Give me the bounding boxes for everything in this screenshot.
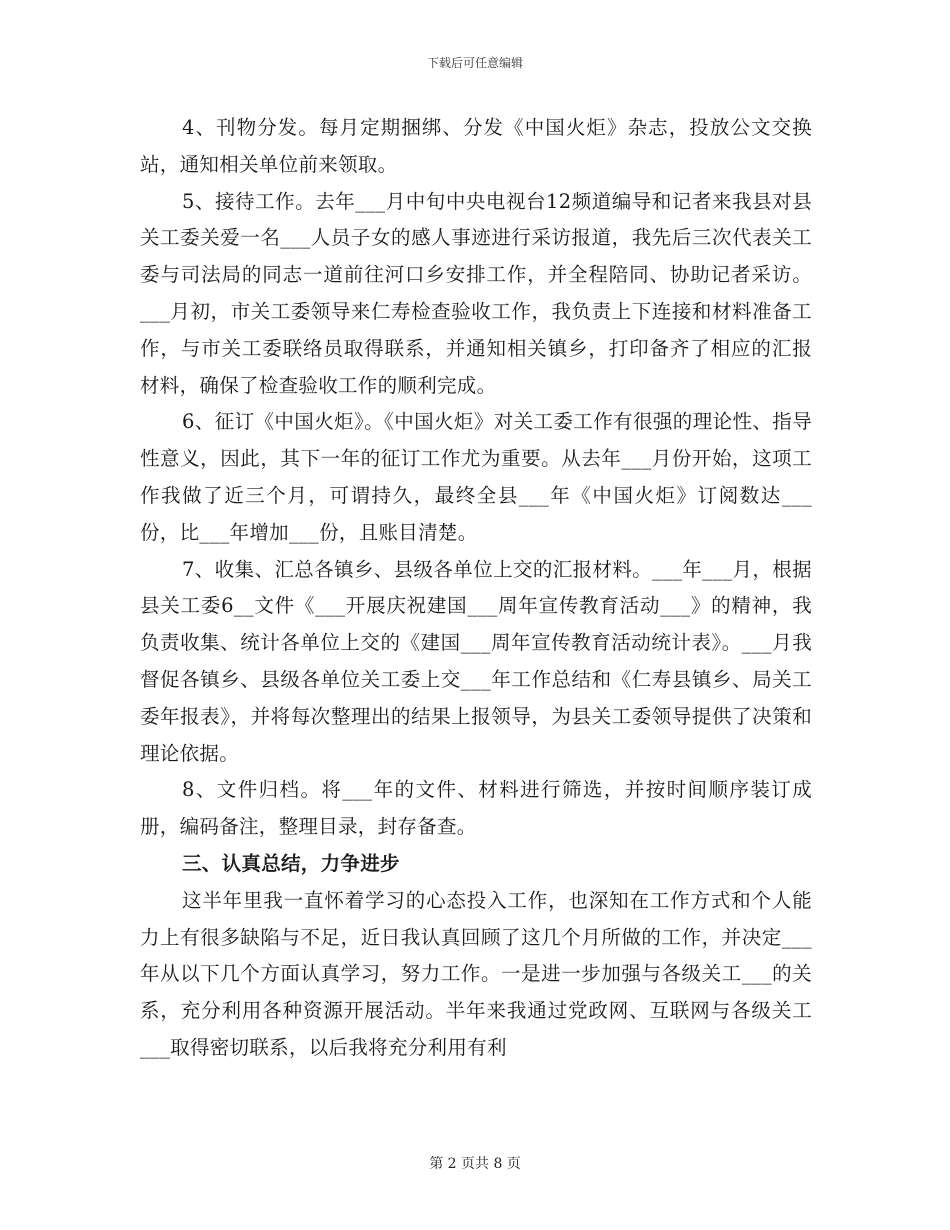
paragraph-item-4: 4、刊物分发。每月定期捆绑、分发《中国火炬》杂志，投放公文交换站，通知相关单位前来领取。 [140, 116, 812, 176]
paragraph-item-6: 6、征订《中国火炬》。《中国火炬》对关工委工作有很强的理论性、指导性意义，因此，其下一年的征订工作尤为重要。从去年___月份开始，这项工作我做了近三个月，可谓持久，最终全县___年《中国火炬》订阅数达___份，比___年增加___份，且账目清楚。 [140, 410, 812, 544]
section-heading: 三、认真总结，力争进步 [182, 851, 400, 875]
page-footer: 第 2 页共 8 页 [429, 1156, 521, 1172]
paragraph-item-8: 8、文件归档。将___年的文件、材料进行筛选，并按时间顺序装订成册，编码备注，整理目录，封存备查。 [140, 778, 812, 839]
paragraph-item-7: 7、收集、汇总各镇乡、县级各单位上交的汇报材料。___年___月，根据县关工委6__文件《___开展庆祝建国___周年宣传教育活动___》的精神，我负责收集、统计各单位上交的《建国___周年宣传教育活动统计表》。___月我督促各镇乡、县级各单位关工委上交___年工作总结和《仁寿县镇乡、局关工委年报表》，并将每次整理出的结果上报领导，为县关工委领导提供了决策和理论依据。 [140, 557, 812, 765]
paragraph-item-5: 5、接待工作。去年___月中旬中央电视台12频道编导和记者来我县对县关工委关爱一名___人员子女的感人事迹进行采访报道，我先后三次代表关工委与司法局的同志一道前往河口乡安排工作，并全程陪同、协助记者采访。___月初，市关工委领导来仁寿检查验收工作，我负责上下连接和材料准备工作，与市关工委联络员取得联系，并通知相关镇乡，打印备齐了相应的汇报材料，确保了检查验收工作的顺利完成。 [140, 189, 812, 397]
page-header: 下载后可任意编辑 [426, 56, 523, 70]
closing-paragraph: 这半年里我一直怀着学习的心态投入工作，也深知在工作方式和个人能力上有很多缺陷与不足，近日我认真回顾了这几个月所做的工作，并决定___年从以下几个方面认真学习，努力工作。一是进一步加强与各级关工___的关系，充分利用各种资源开展活动。半年来我通过党政网、互联网与各级关工___取得密切联系，以后我将充分利用有利 [140, 888, 812, 1059]
document-body [140, 110, 812, 1067]
